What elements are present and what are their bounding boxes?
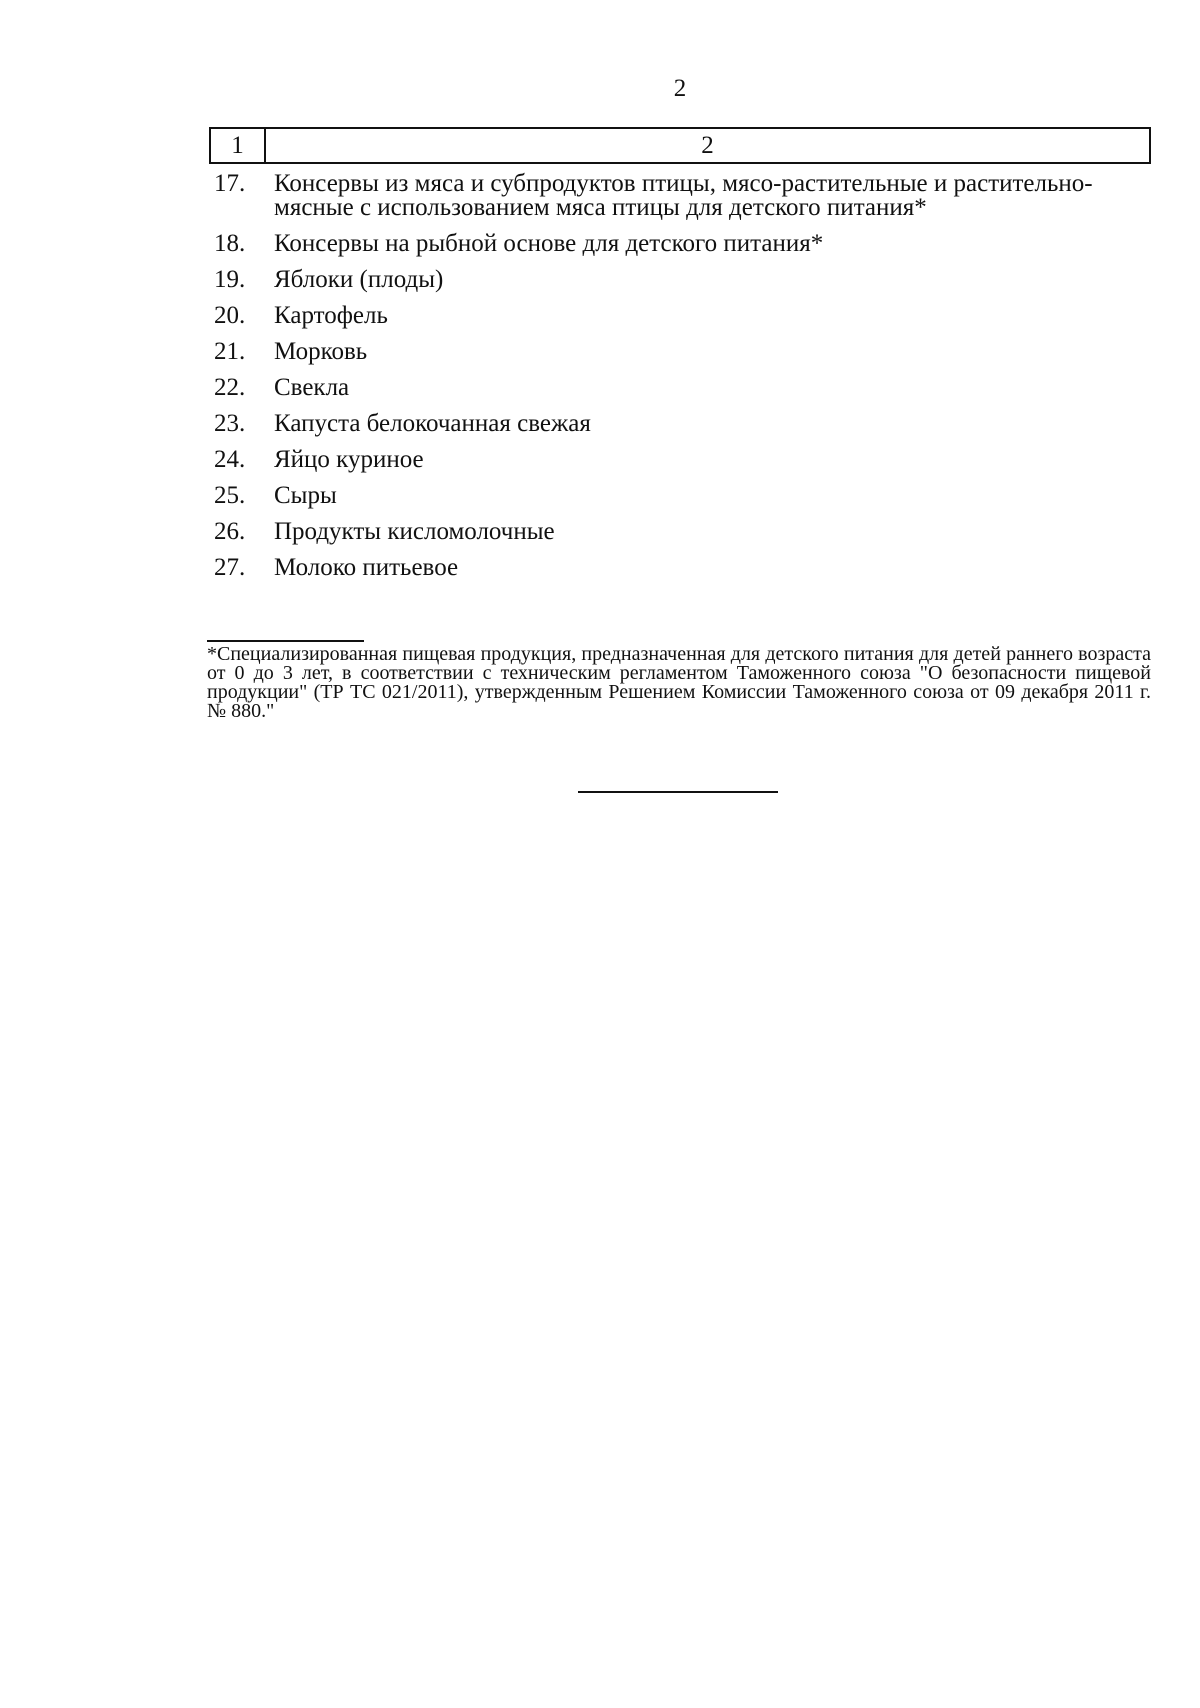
item-text: Морковь xyxy=(274,338,368,365)
item-number: 22. xyxy=(214,374,246,401)
footnote: *Специализированная пищевая продукция, предназначенная для детского питания для детей раннего возраста от 0 до 3 лет, в соответствии с техническим регламентом Таможенного союза "О безопасности пищевой продукции" (ТР ТС 021/2011), утвержденным Решением Комиссии Таможенного союза от 09 декабря 2011 г. № 880." xyxy=(207,643,1151,722)
item-number: 17. xyxy=(214,170,246,197)
list-item xyxy=(214,304,1114,328)
item-text: Картофель xyxy=(274,302,388,329)
item-number: 18. xyxy=(214,230,246,257)
item-number: 20. xyxy=(214,302,246,329)
item-number: 21. xyxy=(214,338,246,365)
item-number: 24. xyxy=(214,446,246,473)
item-text: Капуста белокочанная свежая xyxy=(274,410,591,437)
item-number: 19. xyxy=(214,266,246,293)
item-text: Яблоки (плоды) xyxy=(274,266,444,293)
item-text: Яйцо куриное xyxy=(274,446,424,473)
list-item xyxy=(214,412,1114,436)
list-item xyxy=(214,172,1114,220)
item-number: 23. xyxy=(214,410,246,437)
end-of-document-divider xyxy=(578,791,778,793)
list-item xyxy=(214,268,1114,292)
table-header-row xyxy=(209,127,1151,164)
list-item xyxy=(214,484,1114,508)
table-header-col-1: 1 xyxy=(211,129,266,162)
list-item xyxy=(214,520,1114,544)
list-item xyxy=(214,448,1114,472)
item-text: Продукты кисломолочные xyxy=(274,518,555,545)
list-item xyxy=(214,340,1114,364)
footnote-divider xyxy=(207,640,364,642)
item-text: Молоко питьевое xyxy=(274,554,459,581)
item-number: 25. xyxy=(214,482,246,509)
item-text: Консервы на рыбной основе для детского питания* xyxy=(274,230,824,257)
page-number: 2 xyxy=(673,75,687,102)
item-text: Сыры xyxy=(274,482,337,509)
list-item xyxy=(214,232,1114,256)
list-item xyxy=(214,556,1114,580)
item-number: 26. xyxy=(214,518,246,545)
item-text: Консервы из мяса и субпродуктов птицы, мясо-растительные и растительно-мясные с использованием мяса птицы для детского питания* xyxy=(274,170,1093,221)
product-list xyxy=(214,172,1114,592)
list-item xyxy=(214,376,1114,400)
item-number: 27. xyxy=(214,554,246,581)
table-header-col-2: 2 xyxy=(701,132,714,159)
item-text: Свекла xyxy=(274,374,350,401)
